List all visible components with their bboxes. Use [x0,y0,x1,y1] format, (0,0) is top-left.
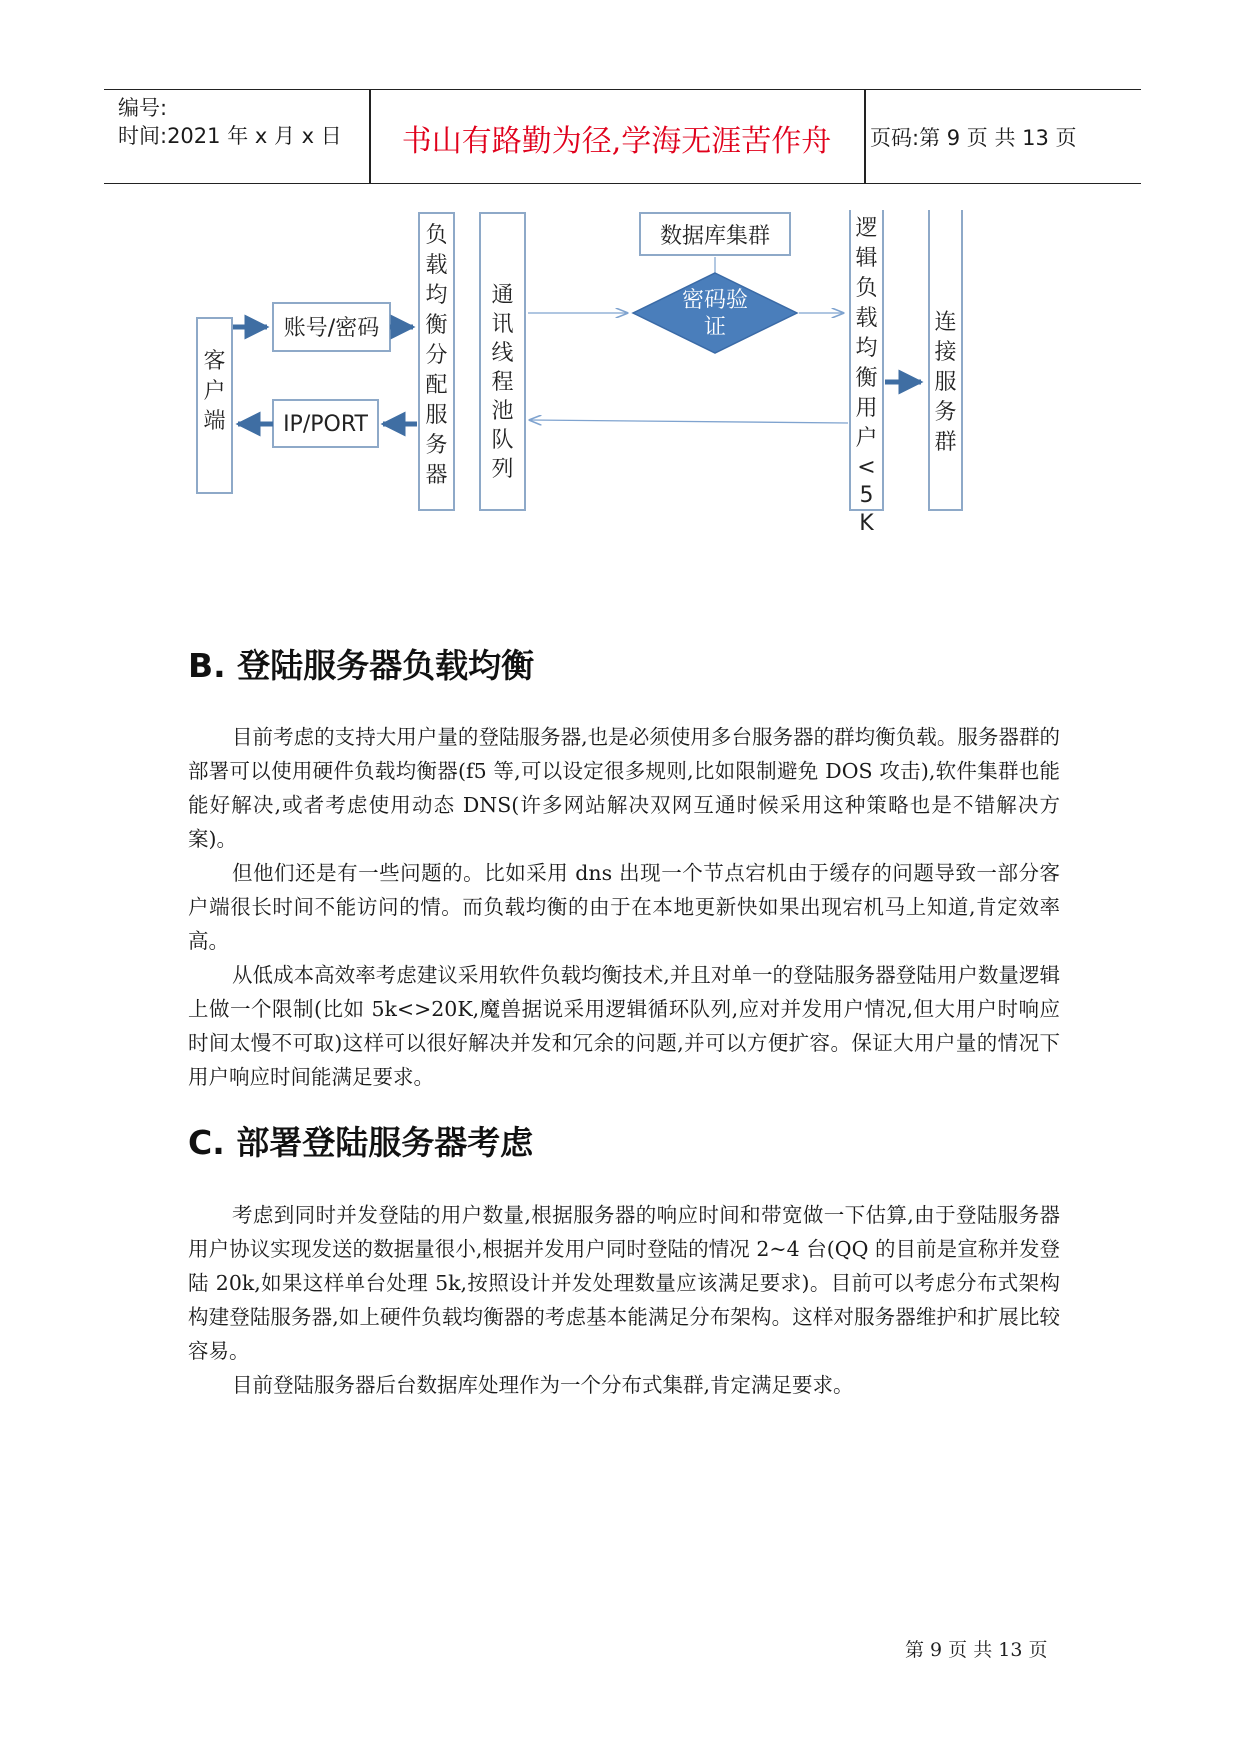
lb-char: 衡 [425,313,448,338]
conn-char: 务 [934,400,957,425]
ipport-label: IP/PORT [283,412,368,437]
db-cluster-label: 数据库集群 [659,224,771,249]
tp-char: 程 [491,370,514,395]
lb-char: 务 [425,433,448,458]
architecture-diagram [185,210,1015,590]
logic-char: 户 [855,426,878,451]
tp-char: 线 [491,341,514,366]
client-label [203,349,225,434]
password-check-diamond [633,273,797,353]
logic-char: < [857,455,876,480]
number-label: 编号: [118,96,168,120]
lb-char: 负 [425,223,448,248]
time-label: 时间:2021 年 x 月 x 日 [118,124,342,148]
section-b-paragraph-1: 目前考虑的支持大用户量的登陆服务器,也是必须使用多台服务器的群均衡负载。服务器群的部署可以使用硬件负载均衡器(f5 等,可以设定很多规则,比如限制避免 DOS 攻击),软件集群也能能好解决,或者考虑使用动态 DNS(许多网站解决双网互通时候采用这种策略也是不错解决方案)。 [188,725,1060,851]
conn-cluster-label [934,310,957,455]
section-b-paragraph-2: 但他们还是有一些问题的。比如采用 dns 出现一个节点宕机由于缓存的问题导致一部分客户端很长时间不能访问的情。而负载均衡的由于在本地更新快如果出现宕机马上知道,肯定效率高。 [188,861,1060,953]
client-char: 端 [203,409,226,434]
conn-char: 连 [934,310,957,335]
divider [864,90,866,183]
logic-char: 衡 [855,366,878,391]
tp-char: 池 [491,399,514,424]
motto: 书山有路勤为径,学海无涯苦作舟 [401,124,832,159]
logic-char: 载 [855,306,878,331]
logic-char: 逻 [855,216,878,241]
conn-char: 接 [934,340,957,365]
section-c-paragraph-2: 目前登陆服务器后台数据库处理作为一个分布式集群,肯定满足要求。 [232,1373,854,1397]
section-c-paragraph-1: 考虑到同时并发登陆的用户数量,根据服务器的响应时间和带宽做一下估算,由于登陆服务器用户协议实现发送的数据量很小,根据并发用户同时登陆的情况 2~4 台(QQ 的目前是宣称并发登陆 20k,如果这样单台处理 5k,按照设计并发处理数量应该满足要求)。目前可以考虑分布式架构构建登陆服务器,如上硬件负载均衡器的考虑基本能满足分布架构。这样对服务器维护和扩展比较容易。 [188,1203,1060,1363]
lb-server-label [425,223,447,488]
page-info: 页码:第 9 页 共 13 页 [870,126,1077,150]
arrow [530,420,848,423]
logic-char: 用 [855,396,878,421]
logic-char: 辑 [855,246,878,271]
account-label: 账号/密码 [283,316,380,341]
lb-char: 配 [425,373,448,398]
thread-pool-label [491,283,513,482]
tp-char: 队 [491,428,514,453]
conn-char: 服 [934,370,957,395]
tp-char: 列 [491,457,514,482]
password-check-label: 证 [703,315,727,340]
lb-char: 服 [425,403,448,428]
section-b-heading: B. 登陆服务器负载均衡 [188,646,535,685]
logic-char: K [859,511,874,536]
logic-char: 负 [855,276,878,301]
logic-char: 5 [859,483,874,508]
footer-page-info: 第 9 页 共 13 页 [905,1639,1048,1661]
tp-char: 通 [491,283,514,308]
password-check-label: 密码验 [681,288,749,313]
lb-char: 器 [425,463,448,488]
client-char: 客 [203,349,226,374]
tp-char: 讯 [491,312,514,337]
header-table [104,89,1141,184]
client-char: 户 [203,379,226,404]
logic-char: 均 [855,336,878,361]
section-c-heading: C. 部署登陆服务器考虑 [188,1123,534,1162]
lb-char: 载 [425,253,448,278]
lb-char: 分 [425,343,448,368]
section-b-paragraph-3: 从低成本高效率考虑建议采用软件负载均衡技术,并且对单一的登陆服务器登陆用户数量逻辑上做一个限制(比如 5k<>20K,魔兽据说采用逻辑循环队列,应对并发用户情况,但大用户时响应时间太慢不可取)这样可以很好解决并发和冗余的问题,并可以方便扩容。保证大用户量的情况下用户响应时间能满足要求。 [188,963,1060,1089]
client-box [197,318,232,493]
lb-char: 均 [425,283,448,308]
conn-char: 群 [934,430,957,455]
